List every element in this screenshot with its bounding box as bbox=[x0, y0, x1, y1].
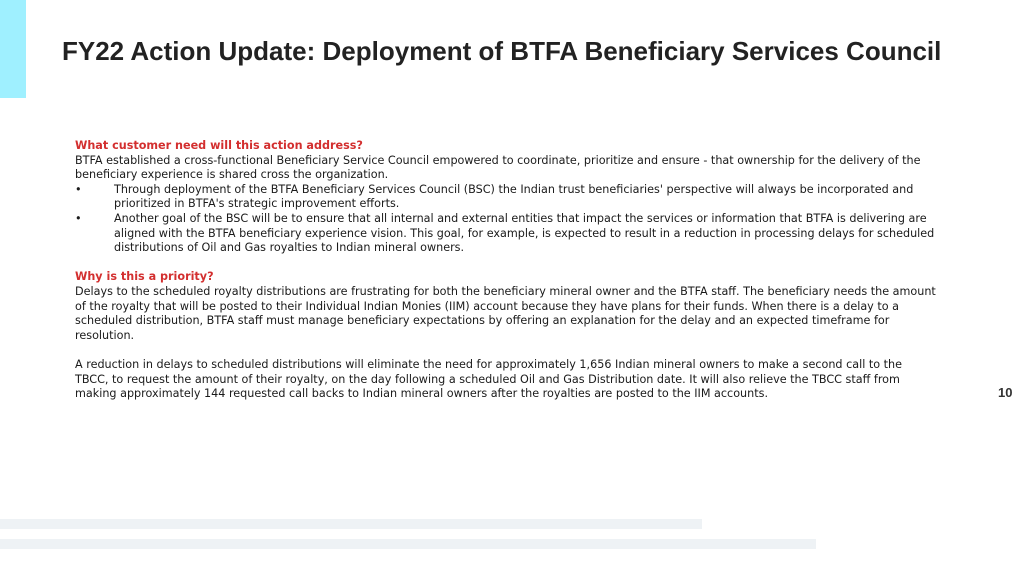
priority-paragraph-2: A reduction in delays to scheduled distributions will eliminate the need for approximately 1,656 Indian mineral owners to make a second call to the TBCC, to request the amount of their royalty, on the day following a scheduled Oil and Gas Distribution date. It will also relieve the TBCC staff from making approximately 144 requested call backs to Indian mineral owners after the royalties are posted to the IIM accounts. bbox=[75, 357, 903, 401]
bullet-item bbox=[75, 183, 937, 212]
page-title: FY22 Action Update: Deployment of BTFA Beneficiary Services Council bbox=[62, 36, 942, 66]
bullet-icon: • bbox=[75, 211, 82, 225]
accent-bar bbox=[0, 0, 26, 98]
footer-bar bbox=[0, 519, 702, 529]
slide-content bbox=[75, 139, 937, 402]
page-number: 10 bbox=[998, 385, 1013, 400]
bullet-item bbox=[75, 212, 937, 256]
priority-paragraph-1: Delays to the scheduled royalty distributions are frustrating for both the beneficiary mineral owner and the BTFA staff. The beneficiary needs the amount of the royalty that will be posted to their Individual Indian Monies (IIM) account because they have plans for their funds. When there is a delay to a scheduled distribution, BTFA staff must manage beneficiary expectations by offering an explanation for the delay and an expected timeframe for resolution. bbox=[75, 284, 936, 342]
bullet-text: Another goal of the BSC will be to ensure that all internal and external entities that impact the services or information that BTFA is delivering are aligned with the BTFA beneficiary experience vision. This goal, for example, is expected to result in a reduction in processing delays for scheduled distributions of Oil and Gas royalties to Indian mineral owners. bbox=[114, 211, 935, 255]
spacer bbox=[75, 343, 937, 358]
bullet-text: Through deployment of the BTFA Beneficiary Services Council (BSC) the Indian trust beneficiaries' perspective will always be incorporated and prioritized in BTFA's strategic improvement efforts. bbox=[114, 182, 914, 211]
section-heading-priority: Why is this a priority? bbox=[75, 270, 214, 284]
bullet-list bbox=[75, 183, 937, 256]
spacer bbox=[75, 256, 937, 271]
section-text-customer-need: BTFA established a cross-functional Beneficiary Service Council empowered to coordinate, prioritize and ensure - that ownership for the delivery of the beneficiary experience is shared cross the organization. bbox=[75, 153, 921, 182]
section-heading-customer-need: What customer need will this action address? bbox=[75, 139, 363, 152]
bullet-icon: • bbox=[75, 182, 82, 196]
footer-bar bbox=[0, 539, 816, 549]
